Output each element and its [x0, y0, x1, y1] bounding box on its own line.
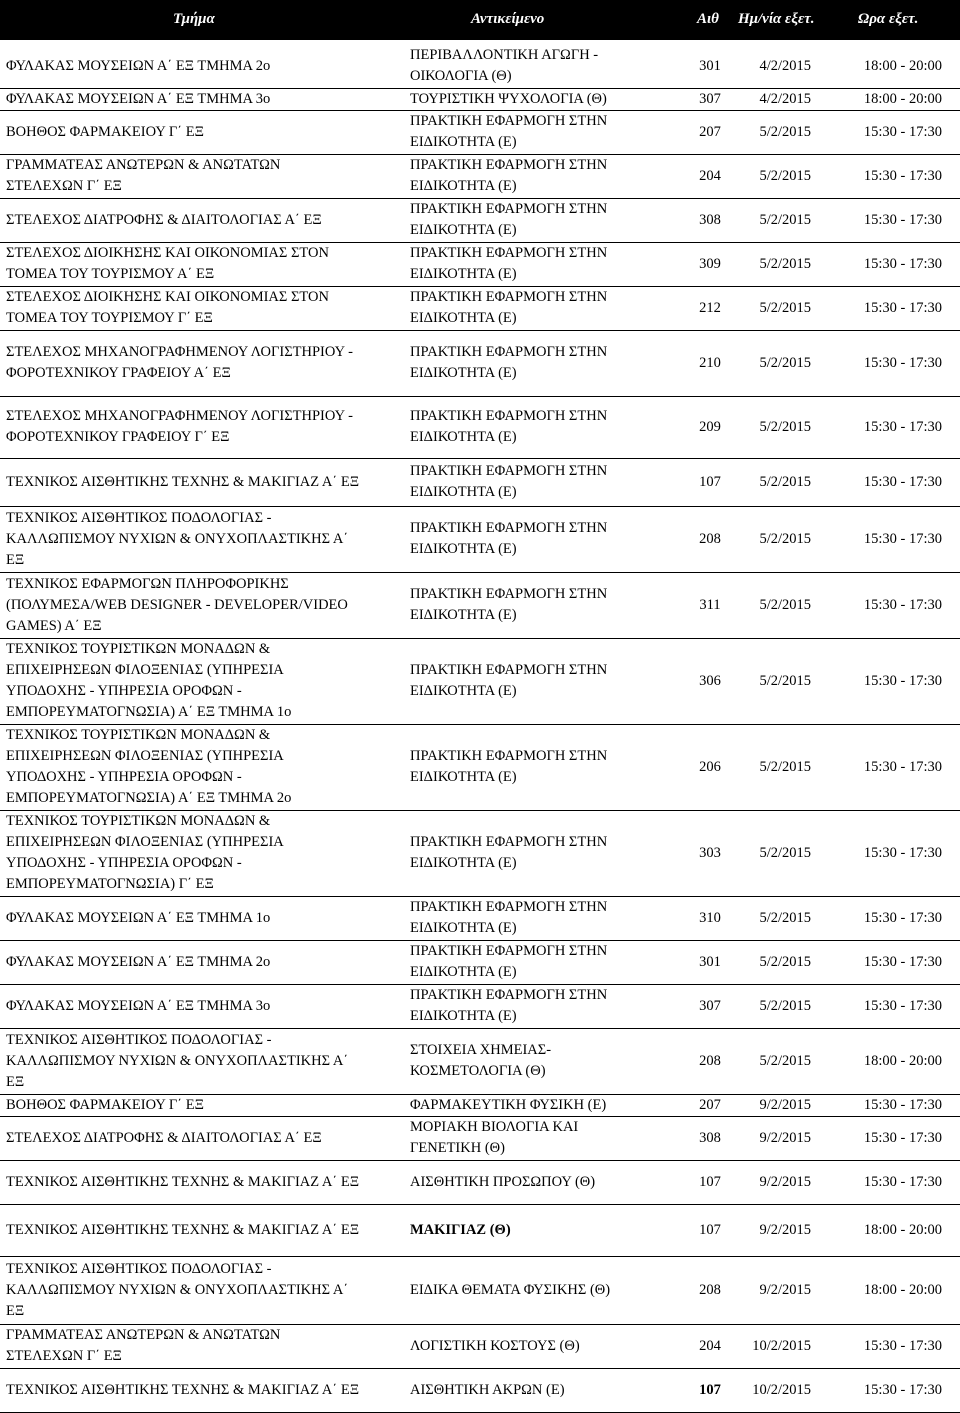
room-cell — [690, 984, 730, 1028]
date-cell — [733, 286, 811, 330]
date-cell — [733, 940, 811, 984]
time-cell — [818, 286, 942, 330]
table-row — [0, 198, 960, 243]
department-cell — [6, 896, 410, 940]
room-cell-text: 308 — [699, 211, 721, 228]
department-cell — [6, 1116, 410, 1160]
subject-cell — [410, 1028, 680, 1094]
subject-cell — [410, 110, 680, 154]
subject-cell-text: ΑΙΣΘΗΤΙΚΗ ΑΚΡΩΝ (Ε) — [410, 1381, 565, 1398]
subject-cell-text: ΦΑΡΜΑΚΕΥΤΙΚΗ ΦΥΣΙΚΗ (Ε) — [410, 1096, 607, 1113]
department-cell-text: ΤΕΧΝΙΚΟΣ ΤΟΥΡΙΣΤΙΚΩΝ ΜΟΝΑΔΩΝ & ΕΠΙΧΕΙΡΗΣΕΩΝ ΦΙΛΟΞΕΝΙΑΣ (ΥΠΗΡΕΣΙΑ ΥΠΟΔΟΧΗΣ - ΥΠΗΡΕΣΙΑ ΟΡΟΦΩΝ - ΕΜΠΟΡΕΥΜΑΤΟΓΝΩΣΙΑ) Γ΄ ΕΞ — [6, 813, 284, 892]
table-row — [0, 506, 960, 573]
time-cell-text: 15:30 - 17:30 — [863, 1173, 942, 1190]
room-cell-text: 301 — [699, 953, 721, 970]
subject-cell — [410, 638, 680, 724]
table-row — [0, 940, 960, 985]
date-cell — [733, 1368, 811, 1412]
room-cell — [690, 396, 730, 458]
subject-cell-text: ΠΡΑΚΤΙΚΗ ΕΦΑΡΜΟΓΗ ΣΤΗΝ ΕΙΔΙΚΟΤΗΤΑ (Ε) — [410, 748, 608, 785]
date-cell-text: 9/2/2015 — [759, 1221, 811, 1238]
date-cell-text: 10/2/2015 — [752, 1381, 811, 1398]
date-cell-text: 5/2/2015 — [759, 672, 811, 689]
subject-cell — [410, 458, 680, 506]
time-cell-text: 15:30 - 17:30 — [863, 1096, 942, 1113]
date-cell — [733, 984, 811, 1028]
subject-cell-text: ΠΡΑΚΤΙΚΗ ΕΦΑΡΜΟΓΗ ΣΤΗΝ ΕΙΔΙΚΟΤΗΤΑ (Ε) — [410, 245, 608, 282]
department-cell — [6, 940, 410, 984]
room-cell — [690, 724, 730, 810]
room-cell — [690, 506, 730, 572]
room-cell-text: 207 — [699, 123, 721, 140]
subject-cell-text: ΠΡΑΚΤΙΚΗ ΕΦΑΡΜΟΓΗ ΣΤΗΝ ΕΙΔΙΚΟΤΗΤΑ (Ε) — [410, 344, 608, 381]
time-cell — [818, 1094, 942, 1116]
room-cell-text: 309 — [699, 255, 721, 272]
time-cell-text: 15:30 - 17:30 — [863, 758, 942, 775]
room-cell — [690, 1324, 730, 1368]
date-cell-text: 5/2/2015 — [759, 530, 811, 547]
date-cell-text: 5/2/2015 — [759, 418, 811, 435]
room-cell — [690, 810, 730, 896]
subject-cell-text: ΛΟΓΙΣΤΙΚΗ ΚΟΣΤΟΥΣ (Θ) — [410, 1337, 580, 1354]
room-cell — [690, 1368, 730, 1412]
department-cell-text: ΦΥΛΑΚΑΣ ΜΟΥΣΕΙΩΝ Α΄ ΕΞ ΤΜΗΜΑ 2ο — [6, 57, 271, 74]
date-cell — [733, 638, 811, 724]
table-row — [0, 286, 960, 331]
room-cell-text: 306 — [699, 672, 721, 689]
department-cell-text: ΣΤΕΛΕΧΟΣ ΔΙΑΤΡΟΦΗΣ & ΔΙΑΙΤΟΛΟΓΙΑΣ Α΄ ΕΞ — [6, 211, 322, 228]
department-cell-text: ΓΡΑΜΜΑΤΕΑΣ ΑΝΩΤΕΡΩΝ & ΑΝΩΤΑΤΩΝ ΣΤΕΛΕΧΩΝ Γ΄ ΕΞ — [6, 1327, 281, 1364]
department-cell — [6, 1256, 410, 1324]
date-cell — [733, 44, 811, 88]
department-cell-text: ΤΕΧΝΙΚΟΣ ΑΙΣΘΗΤΙΚΗΣ ΤΕΧΝΗΣ & ΜΑΚΙΓΙΑΖ Α΄ ΕΞ — [6, 1381, 360, 1398]
subject-cell — [410, 1368, 680, 1412]
department-cell — [6, 984, 410, 1028]
room-cell-text: 301 — [699, 57, 721, 74]
room-cell — [690, 1160, 730, 1204]
date-cell-text: 10/2/2015 — [752, 1337, 811, 1354]
department-cell-text: ΦΥΛΑΚΑΣ ΜΟΥΣΕΙΩΝ Α΄ ΕΞ ΤΜΗΜΑ 2ο — [6, 953, 271, 970]
department-cell-text: ΒΟΗΘΟΣ ΦΑΡΜΑΚΕΙΟΥ Γ΄ ΕΞ — [6, 1096, 204, 1113]
date-cell — [733, 572, 811, 638]
date-cell-text: 4/2/2015 — [759, 57, 811, 74]
department-cell-text: ΣΤΕΛΕΧΟΣ ΜΗΧΑΝΟΓΡΑΦΗΜΕΝΟΥ ΛΟΓΙΣΤΗΡΙΟΥ - ΦΟΡΟΤΕΧΝΙΚΟΥ ΓΡΑΦΕΙΟΥ Α΄ ΕΞ — [6, 344, 353, 381]
time-cell-text: 18:00 - 20:00 — [863, 90, 942, 107]
room-cell-text: 107 — [699, 1173, 721, 1190]
subject-cell-text: ΠΡΑΚΤΙΚΗ ΕΦΑΡΜΟΓΗ ΣΤΗΝ ΕΙΔΙΚΟΤΗΤΑ (Ε) — [410, 113, 608, 150]
subject-cell — [410, 1116, 680, 1160]
date-cell-text: 5/2/2015 — [759, 167, 811, 184]
department-cell-text: ΤΕΧΝΙΚΟΣ ΑΙΣΘΗΤΙΚΟΣ ΠΟΔΟΛΟΓΙΑΣ - ΚΑΛΛΩΠΙΣΜΟΥ ΝΥΧΙΩΝ & ΟΝΥΧΟΠΛΑΣΤΙΚΗΣ Α΄ ΕΞ — [6, 1031, 349, 1090]
date-cell — [733, 458, 811, 506]
date-cell-text: 5/2/2015 — [759, 596, 811, 613]
date-cell — [733, 1256, 811, 1324]
room-cell-text: 206 — [699, 758, 721, 775]
time-cell-text: 15:30 - 17:30 — [863, 1337, 942, 1354]
department-cell-text: ΦΥΛΑΚΑΣ ΜΟΥΣΕΙΩΝ Α΄ ΕΞ ΤΜΗΜΑ 3ο — [6, 90, 271, 107]
room-cell — [690, 242, 730, 286]
time-cell — [818, 1160, 942, 1204]
date-cell-text: 5/2/2015 — [759, 953, 811, 970]
date-cell — [733, 1116, 811, 1160]
subject-cell-text: ΜΑΚΙΓΙΑΖ (Θ) — [410, 1221, 511, 1238]
department-cell-text: ΤΕΧΝΙΚΟΣ ΤΟΥΡΙΣΤΙΚΩΝ ΜΟΝΑΔΩΝ & ΕΠΙΧΕΙΡΗΣΕΩΝ ΦΙΛΟΞΕΝΙΑΣ (ΥΠΗΡΕΣΙΑ ΥΠΟΔΟΧΗΣ - ΥΠΗΡΕΣΙΑ ΟΡΟΦΩΝ - ΕΜΠΟΡΕΥΜΑΤΟΓΝΩΣΙΑ) Α΄ ΕΞ ΤΜΗΜΑ 1ο — [6, 641, 292, 720]
time-cell — [818, 724, 942, 810]
date-cell-text: 9/2/2015 — [759, 1129, 811, 1146]
time-cell-text: 15:30 - 17:30 — [863, 844, 942, 861]
room-cell — [690, 638, 730, 724]
date-cell-text: 9/2/2015 — [759, 1281, 811, 1298]
time-cell — [818, 330, 942, 396]
subject-cell-text: ΠΡΑΚΤΙΚΗ ΕΦΑΡΜΟΓΗ ΣΤΗΝ ΕΙΔΙΚΟΤΗΤΑ (Ε) — [410, 463, 608, 500]
table-row — [0, 1368, 960, 1413]
subject-cell-text: ΠΡΑΚΤΙΚΗ ΕΦΑΡΜΟΓΗ ΣΤΗΝ ΕΙΔΙΚΟΤΗΤΑ (Ε) — [410, 834, 608, 871]
department-cell-text: ΣΤΕΛΕΧΟΣ ΜΗΧΑΝΟΓΡΑΦΗΜΕΝΟΥ ΛΟΓΙΣΤΗΡΙΟΥ - ΦΟΡΟΤΕΧΝΙΚΟΥ ΓΡΑΦΕΙΟΥ Γ΄ ΕΞ — [6, 408, 353, 445]
subject-cell-text: ΠΡΑΚΤΙΚΗ ΕΦΑΡΜΟΓΗ ΣΤΗΝ ΕΙΔΙΚΟΤΗΤΑ (Ε) — [410, 899, 608, 936]
department-cell-text: ΓΡΑΜΜΑΤΕΑΣ ΑΝΩΤΕΡΩΝ & ΑΝΩΤΑΤΩΝ ΣΤΕΛΕΧΩΝ Γ΄ ΕΞ — [6, 157, 281, 194]
table-row — [0, 154, 960, 199]
table-header — [0, 0, 960, 40]
table-row — [0, 638, 960, 725]
room-cell-text: 308 — [699, 1129, 721, 1146]
time-cell-text: 15:30 - 17:30 — [863, 473, 942, 490]
room-cell — [690, 896, 730, 940]
subject-cell — [410, 242, 680, 286]
department-cell — [6, 458, 410, 506]
time-cell — [818, 1324, 942, 1368]
table-row — [0, 330, 960, 397]
date-cell — [733, 154, 811, 198]
subject-cell-text: ΠΡΑΚΤΙΚΗ ΕΦΑΡΜΟΓΗ ΣΤΗΝ ΕΙΔΙΚΟΤΗΤΑ (Ε) — [410, 157, 608, 194]
date-cell-text: 5/2/2015 — [759, 123, 811, 140]
room-cell — [690, 286, 730, 330]
time-cell — [818, 44, 942, 88]
subject-cell-text: ΠΡΑΚΤΙΚΗ ΕΦΑΡΜΟΓΗ ΣΤΗΝ ΕΙΔΙΚΟΤΗΤΑ (Ε) — [410, 662, 608, 699]
table-row — [0, 1094, 960, 1117]
department-cell — [6, 1028, 410, 1094]
date-cell-text: 5/2/2015 — [759, 844, 811, 861]
department-cell — [6, 638, 410, 724]
subject-cell-text: ΠΡΑΚΤΙΚΗ ΕΦΑΡΜΟΓΗ ΣΤΗΝ ΕΙΔΙΚΟΤΗΤΑ (Ε) — [410, 201, 608, 238]
department-cell — [6, 88, 410, 110]
department-cell-text: ΤΕΧΝΙΚΟΣ ΤΟΥΡΙΣΤΙΚΩΝ ΜΟΝΑΔΩΝ & ΕΠΙΧΕΙΡΗΣΕΩΝ ΦΙΛΟΞΕΝΙΑΣ (ΥΠΗΡΕΣΙΑ ΥΠΟΔΟΧΗΣ - ΥΠΗΡΕΣΙΑ ΟΡΟΦΩΝ - ΕΜΠΟΡΕΥΜΑΤΟΓΝΩΣΙΑ) Α΄ ΕΞ ΤΜΗΜΑ 2ο — [6, 727, 292, 806]
department-cell — [6, 506, 410, 572]
room-cell — [690, 1094, 730, 1116]
date-cell-text: 5/2/2015 — [759, 473, 811, 490]
room-cell — [690, 572, 730, 638]
date-cell — [733, 1094, 811, 1116]
department-cell-text: ΤΕΧΝΙΚΟΣ ΕΦΑΡΜΟΓΩΝ ΠΛΗΡΟΦΟΡΙΚΗΣ (ΠΟΛΥΜΕΣΑ/WEB DESIGNER - DEVELOPER/VIDEO GAMES) Α΄ ΕΞ — [6, 575, 348, 634]
department-cell-text: ΤΕΧΝΙΚΟΣ ΑΙΣΘΗΤΙΚΗΣ ΤΕΧΝΗΣ & ΜΑΚΙΓΙΑΖ Α΄ ΕΞ — [6, 1173, 360, 1190]
department-cell — [6, 330, 410, 396]
subject-cell — [410, 198, 680, 242]
table-row — [0, 1160, 960, 1205]
subject-cell — [410, 896, 680, 940]
date-cell-text: 5/2/2015 — [759, 997, 811, 1014]
header-department: Τμήμα — [173, 11, 215, 27]
date-cell-text: 5/2/2015 — [759, 909, 811, 926]
date-cell — [733, 330, 811, 396]
date-cell — [733, 896, 811, 940]
subject-cell-text: ΠΡΑΚΤΙΚΗ ΕΦΑΡΜΟΓΗ ΣΤΗΝ ΕΙΔΙΚΟΤΗΤΑ (Ε) — [410, 987, 608, 1024]
department-cell — [6, 1204, 410, 1256]
table-row — [0, 572, 960, 639]
time-cell-text: 18:00 - 20:00 — [863, 1221, 942, 1238]
department-cell-text: ΒΟΗΘΟΣ ΦΑΡΜΑΚΕΙΟΥ Γ΄ ΕΞ — [6, 123, 204, 140]
room-cell — [690, 1028, 730, 1094]
time-cell — [818, 1204, 942, 1256]
date-cell-text: 5/2/2015 — [759, 211, 811, 228]
department-cell — [6, 198, 410, 242]
time-cell — [818, 1256, 942, 1324]
subject-cell-text: ΠΡΑΚΤΙΚΗ ΕΦΑΡΜΟΓΗ ΣΤΗΝ ΕΙΔΙΚΟΤΗΤΑ (Ε) — [410, 520, 608, 557]
date-cell-text: 5/2/2015 — [759, 354, 811, 371]
department-cell — [6, 242, 410, 286]
subject-cell-text: ΠΕΡΙΒΑΛΛΟΝΤΙΚΗ ΑΓΩΓΗ - ΟΙΚΟΛΟΓΙΑ (Θ) — [410, 47, 599, 84]
date-cell — [733, 506, 811, 572]
room-cell — [690, 110, 730, 154]
department-cell — [6, 44, 410, 88]
table-row — [0, 896, 960, 941]
subject-cell — [410, 1324, 680, 1368]
table-row — [0, 396, 960, 459]
subject-cell — [410, 396, 680, 458]
subject-cell-text: ΠΡΑΚΤΙΚΗ ΕΦΑΡΜΟΓΗ ΣΤΗΝ ΕΙΔΙΚΟΤΗΤΑ (Ε) — [410, 586, 608, 623]
subject-cell-text: ΣΤΟΙΧΕΙΑ ΧΗΜΕΙΑΣ- ΚΟΣΜΕΤΟΛΟΓΙΑ (Θ) — [410, 1042, 552, 1079]
room-cell-text: 307 — [699, 997, 721, 1014]
room-cell-text: 107 — [699, 473, 721, 490]
subject-cell-text: ΠΡΑΚΤΙΚΗ ΕΦΑΡΜΟΓΗ ΣΤΗΝ ΕΙΔΙΚΟΤΗΤΑ (Ε) — [410, 289, 608, 326]
room-cell — [690, 44, 730, 88]
time-cell — [818, 638, 942, 724]
room-cell — [690, 330, 730, 396]
subject-cell — [410, 940, 680, 984]
time-cell-text: 15:30 - 17:30 — [863, 211, 942, 228]
time-cell — [818, 896, 942, 940]
subject-cell — [410, 810, 680, 896]
time-cell — [818, 88, 942, 110]
room-cell — [690, 88, 730, 110]
header-subject: Αντικείμενο — [471, 11, 545, 27]
subject-cell — [410, 572, 680, 638]
table-row — [0, 984, 960, 1029]
department-cell — [6, 286, 410, 330]
room-cell — [690, 154, 730, 198]
subject-cell — [410, 44, 680, 88]
department-cell — [6, 110, 410, 154]
time-cell — [818, 396, 942, 458]
department-cell-text: ΣΤΕΛΕΧΟΣ ΔΙΑΤΡΟΦΗΣ & ΔΙΑΙΤΟΛΟΓΙΑΣ Α΄ ΕΞ — [6, 1129, 322, 1146]
time-cell-text: 18:00 - 20:00 — [863, 1281, 942, 1298]
table-row — [0, 1028, 960, 1095]
table-row — [0, 458, 960, 507]
department-cell — [6, 724, 410, 810]
subject-cell — [410, 506, 680, 572]
time-cell-text: 18:00 - 20:00 — [863, 1052, 942, 1069]
department-cell — [6, 1160, 410, 1204]
department-cell-text: ΣΤΕΛΕΧΟΣ ΔΙΟΙΚΗΣΗΣ ΚΑΙ ΟΙΚΟΝΟΜΙΑΣ ΣΤΟΝ ΤΟΜΕΑ ΤΟΥ ΤΟΥΡΙΣΜΟΥ Α΄ ΕΞ — [6, 245, 329, 282]
date-cell — [733, 1324, 811, 1368]
time-cell — [818, 110, 942, 154]
department-cell-text: ΤΕΧΝΙΚΟΣ ΑΙΣΘΗΤΙΚΟΣ ΠΟΔΟΛΟΓΙΑΣ - ΚΑΛΛΩΠΙΣΜΟΥ ΝΥΧΙΩΝ & ΟΝΥΧΟΠΛΑΣΤΙΚΗΣ Α΄ ΕΞ — [6, 1260, 349, 1319]
date-cell — [733, 810, 811, 896]
date-cell — [733, 88, 811, 110]
table-row — [0, 110, 960, 155]
room-cell — [690, 1256, 730, 1324]
table-row — [0, 88, 960, 111]
time-cell-text: 15:30 - 17:30 — [863, 672, 942, 689]
room-cell-text: 208 — [699, 1281, 721, 1298]
time-cell — [818, 1116, 942, 1160]
date-cell-text: 5/2/2015 — [759, 1052, 811, 1069]
room-cell-text: 107 — [699, 1221, 721, 1238]
department-cell-text: ΣΤΕΛΕΧΟΣ ΔΙΟΙΚΗΣΗΣ ΚΑΙ ΟΙΚΟΝΟΜΙΑΣ ΣΤΟΝ ΤΟΜΕΑ ΤΟΥ ΤΟΥΡΙΣΜΟΥ Γ΄ ΕΞ — [6, 289, 329, 326]
table-row — [0, 1256, 960, 1325]
room-cell-text: 212 — [699, 299, 721, 316]
subject-cell — [410, 1160, 680, 1204]
time-cell-text: 15:30 - 17:30 — [863, 596, 942, 613]
time-cell — [818, 1368, 942, 1412]
table-row — [0, 44, 960, 89]
date-cell — [733, 724, 811, 810]
department-cell-text: ΤΕΧΝΙΚΟΣ ΑΙΣΘΗΤΙΚΗΣ ΤΕΧΝΗΣ & ΜΑΚΙΓΙΑΖ Α΄ ΕΞ — [6, 473, 360, 490]
time-cell-text: 15:30 - 17:30 — [863, 255, 942, 272]
date-cell — [733, 1204, 811, 1256]
header-time: Ωρα εξετ. — [858, 11, 919, 27]
table-row — [0, 1116, 960, 1161]
room-cell — [690, 198, 730, 242]
department-cell — [6, 1094, 410, 1116]
subject-cell — [410, 1256, 680, 1324]
date-cell — [733, 198, 811, 242]
date-cell-text: 5/2/2015 — [759, 255, 811, 272]
time-cell-text: 15:30 - 17:30 — [863, 1381, 942, 1398]
date-cell — [733, 242, 811, 286]
date-cell-text: 4/2/2015 — [759, 90, 811, 107]
date-cell-text: 5/2/2015 — [759, 758, 811, 775]
department-cell — [6, 810, 410, 896]
department-cell — [6, 1368, 410, 1412]
time-cell-text: 15:30 - 17:30 — [863, 909, 942, 926]
time-cell-text: 15:30 - 17:30 — [863, 530, 942, 547]
department-cell-text: ΤΕΧΝΙΚΟΣ ΑΙΣΘΗΤΙΚΗΣ ΤΕΧΝΗΣ & ΜΑΚΙΓΙΑΖ Α΄ ΕΞ — [6, 1221, 360, 1238]
time-cell — [818, 242, 942, 286]
date-cell-text: 5/2/2015 — [759, 299, 811, 316]
table-row — [0, 1324, 960, 1369]
time-cell-text: 15:30 - 17:30 — [863, 167, 942, 184]
time-cell — [818, 572, 942, 638]
subject-cell-text: ΕΙΔΙΚΑ ΘΕΜΑΤΑ ΦΥΣΙΚΗΣ (Θ) — [410, 1281, 611, 1298]
table-row — [0, 242, 960, 287]
time-cell — [818, 506, 942, 572]
time-cell-text: 15:30 - 17:30 — [863, 997, 942, 1014]
department-cell — [6, 572, 410, 638]
subject-cell-text: ΑΙΣΘΗΤΙΚΗ ΠΡΟΣΩΠΟΥ (Θ) — [410, 1173, 596, 1190]
subject-cell — [410, 286, 680, 330]
subject-cell — [410, 984, 680, 1028]
room-cell-text: 303 — [699, 844, 721, 861]
table-row — [0, 724, 960, 811]
subject-cell — [410, 1204, 680, 1256]
subject-cell-text: ΠΡΑΚΤΙΚΗ ΕΦΑΡΜΟΓΗ ΣΤΗΝ ΕΙΔΙΚΟΤΗΤΑ (Ε) — [410, 408, 608, 445]
department-cell-text: ΦΥΛΑΚΑΣ ΜΟΥΣΕΙΩΝ Α΄ ΕΞ ΤΜΗΜΑ 3ο — [6, 997, 271, 1014]
department-cell — [6, 1324, 410, 1368]
date-cell — [733, 1028, 811, 1094]
date-cell — [733, 396, 811, 458]
room-cell-text: 210 — [699, 354, 721, 371]
department-cell-text: ΤΕΧΝΙΚΟΣ ΑΙΣΘΗΤΙΚΟΣ ΠΟΔΟΛΟΓΙΑΣ - ΚΑΛΛΩΠΙΣΜΟΥ ΝΥΧΙΩΝ & ΟΝΥΧΟΠΛΑΣΤΙΚΗΣ Α΄ ΕΞ — [6, 509, 349, 568]
subject-cell — [410, 88, 680, 110]
subject-cell-text: ΜΟΡΙΑΚΗ ΒΙΟΛΟΓΙΑ ΚΑΙ ΓΕΝΕΤΙΚΗ (Θ) — [410, 1119, 579, 1156]
date-cell — [733, 1160, 811, 1204]
subject-cell — [410, 724, 680, 810]
time-cell — [818, 198, 942, 242]
time-cell-text: 15:30 - 17:30 — [863, 123, 942, 140]
table-row — [0, 810, 960, 897]
room-cell — [690, 458, 730, 506]
time-cell-text: 15:30 - 17:30 — [863, 354, 942, 371]
department-cell — [6, 396, 410, 458]
time-cell-text: 15:30 - 17:30 — [863, 953, 942, 970]
time-cell — [818, 940, 942, 984]
room-cell — [690, 1204, 730, 1256]
time-cell-text: 15:30 - 17:30 — [863, 418, 942, 435]
time-cell-text: 18:00 - 20:00 — [863, 57, 942, 74]
header-room: Αιθ — [697, 11, 719, 27]
date-cell — [733, 110, 811, 154]
subject-cell — [410, 330, 680, 396]
time-cell — [818, 458, 942, 506]
time-cell — [818, 810, 942, 896]
room-cell-text: 207 — [699, 1096, 721, 1113]
room-cell — [690, 1116, 730, 1160]
time-cell — [818, 1028, 942, 1094]
room-cell-text: 209 — [699, 418, 721, 435]
time-cell — [818, 984, 942, 1028]
subject-cell — [410, 154, 680, 198]
subject-cell — [410, 1094, 680, 1116]
department-cell-text: ΦΥΛΑΚΑΣ ΜΟΥΣΕΙΩΝ Α΄ ΕΞ ΤΜΗΜΑ 1ο — [6, 909, 271, 926]
header-date: Ημ/νία εξετ. — [738, 11, 815, 27]
date-cell-text: 9/2/2015 — [759, 1173, 811, 1190]
room-cell-text: 307 — [699, 90, 721, 107]
department-cell — [6, 154, 410, 198]
subject-cell-text: ΠΡΑΚΤΙΚΗ ΕΦΑΡΜΟΓΗ ΣΤΗΝ ΕΙΔΙΚΟΤΗΤΑ (Ε) — [410, 943, 608, 980]
time-cell-text: 15:30 - 17:30 — [863, 299, 942, 316]
time-cell-text: 15:30 - 17:30 — [863, 1129, 942, 1146]
room-cell-text: 208 — [699, 1052, 721, 1069]
room-cell-text: 204 — [699, 167, 721, 184]
room-cell-text: 107 — [699, 1381, 721, 1398]
table-row — [0, 1204, 960, 1257]
room-cell — [690, 940, 730, 984]
room-cell-text: 310 — [699, 909, 721, 926]
room-cell-text: 204 — [699, 1337, 721, 1354]
subject-cell-text: ΤΟΥΡΙΣΤΙΚΗ ΨΥΧΟΛΟΓΙΑ (Θ) — [410, 90, 607, 107]
date-cell-text: 9/2/2015 — [759, 1096, 811, 1113]
room-cell-text: 208 — [699, 530, 721, 547]
time-cell — [818, 154, 942, 198]
room-cell-text: 311 — [699, 596, 721, 613]
